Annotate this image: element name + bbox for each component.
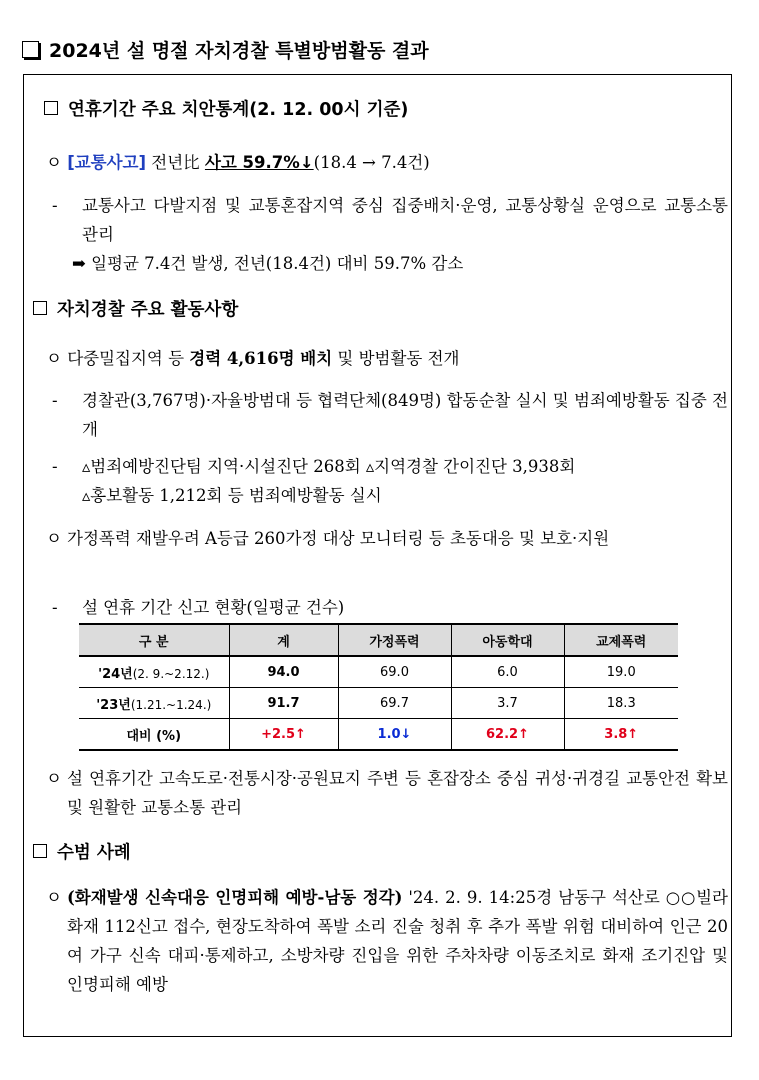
deployment-count: 경력 4,616명 배치 <box>189 349 333 368</box>
checkbox-icon <box>22 41 39 58</box>
table-header: 계 <box>229 624 338 656</box>
table-header-row <box>79 624 678 656</box>
bullet-holiday-traffic: ㅇ 설 연휴기간 고속도로·전통시장·공원묘지 주변 등 혼잡장소 중심 귀성·귀경길 교통안전 확보 및 원활한 교통소통 관리 <box>46 764 728 822</box>
report-stats-table <box>79 623 678 751</box>
traffic-decrease: 사고 59.7%↓ <box>204 153 314 172</box>
table-cell: 69.0 <box>338 656 451 688</box>
circle-bullet-icon: ㅇ <box>46 888 62 907</box>
table-cell: 18.3 <box>564 688 678 719</box>
fire-case-title: (화재발생 신속대응 인명피해 예방-남동 정각) <box>67 888 403 907</box>
table-cell: 19.0 <box>564 656 678 688</box>
table-cell: 94.0 <box>229 656 338 688</box>
title-text: 2024년 설 명절 자치경찰 특별방범활동 결과 <box>49 40 429 62</box>
circle-bullet-icon: ㅇ <box>46 153 62 172</box>
dash-traffic: - 교통사고 다발지점 및 교통혼잡지역 중심 집중배치·운영, 교통상황실 운영으로 교통소통 관리 <box>52 196 728 244</box>
table-cell: 6.0 <box>451 656 564 688</box>
diff-cell: 62.2↑ <box>451 719 564 751</box>
bullet-traffic: ㅇ [교통사고] 전년比 사고 59.7%↓(18.4 → 7.4건) <box>46 153 430 172</box>
row-label: '24년(2. 9.~2.12.) <box>79 656 229 688</box>
arrow-traffic-result: ➡ 일평균 7.4건 발생, 전년(18.4건) 대비 59.7% 감소 <box>72 254 464 273</box>
row-label: '23년(1.21.~1.24.) <box>79 688 229 719</box>
traffic-label: [교통사고] <box>67 153 147 172</box>
square-bullet-icon <box>33 844 47 858</box>
section-heading-activities: 자치경찰 주요 활동사항 <box>33 296 238 321</box>
square-bullet-icon <box>44 101 58 115</box>
dash-report-status: - 설 연휴 기간 신고 현황(일평균 건수) <box>52 598 345 617</box>
table-cell: 69.7 <box>338 688 451 719</box>
table-header: 가정폭력 <box>338 624 451 656</box>
table-header: 교제폭력 <box>564 624 678 656</box>
page-title <box>22 36 429 63</box>
table-row <box>79 656 678 688</box>
row-label: 대비 (%) <box>79 719 229 751</box>
diff-cell: 3.8↑ <box>564 719 678 751</box>
circle-bullet-icon: ㅇ <box>46 769 62 788</box>
section-heading-examples: 수범 사례 <box>33 839 131 864</box>
table-header: 아동학대 <box>451 624 564 656</box>
table-header: 구 분 <box>79 624 229 656</box>
table-row <box>79 688 678 719</box>
bullet-domestic-violence: ㅇ 가정폭력 재발우려 A등급 260가정 대상 모니터링 등 초동대응 및 보호·지원 <box>46 524 728 553</box>
dash-prevention: - ▵범죄예방진단팀 지역·시설진단 268회 ▵지역경찰 간이진단 3,938회 ▵홍보활동 1,212회 등 범죄예방활동 실시 <box>52 457 576 505</box>
table-cell: 91.7 <box>229 688 338 719</box>
square-bullet-icon <box>33 301 47 315</box>
dash-patrol: - 경찰관(3,767명)·자율방범대 등 협력단체(849명) 합동순찰 실시 및 범죄예방활동 집중 전개 <box>52 391 728 439</box>
bullet-fire-case: ㅇ (화재발생 신속대응 인명피해 예방-남동 정각) '24. 2. 9. 14:25경 남동구 석산로 ○○빌라 화재 112신고 접수, 현장도착하여 폭발 소리 진술 청취 후 추가 폭발 위험 대비하여 인근 20여 가구 신속 대피·통제하고, 소방차량 진입을 위한 주차차량 이동조치로 화재 조기진압 및 인명피해 예방 <box>46 883 728 999</box>
circle-bullet-icon: ㅇ <box>46 529 62 548</box>
table-cell: 3.7 <box>451 688 564 719</box>
diff-cell: +2.5↑ <box>229 719 338 751</box>
section-heading-stats: 연휴기간 주요 치안통계(2. 12. 00시 기준) <box>44 96 408 121</box>
circle-bullet-icon: ㅇ <box>46 349 62 368</box>
table-row-diff <box>79 719 678 751</box>
diff-cell: 1.0↓ <box>338 719 451 751</box>
bullet-deployment: ㅇ 다중밀집지역 등 경력 4,616명 배치 및 방범활동 전개 <box>46 349 460 368</box>
